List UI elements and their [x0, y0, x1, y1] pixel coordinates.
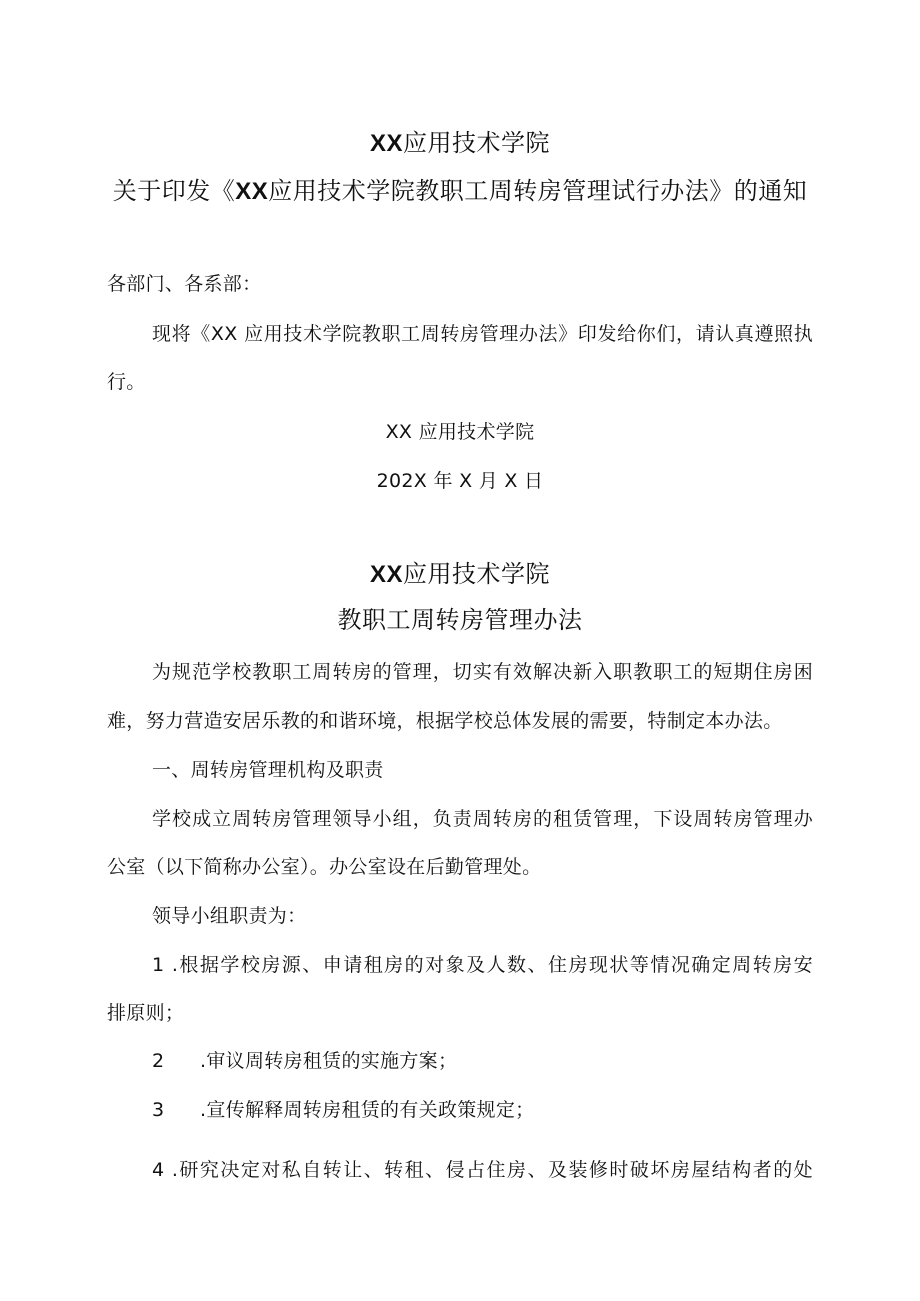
- duty-item-4-number: 4: [152, 1159, 165, 1181]
- notice-title-body: 应用技术学院教职工周转房管理试行办法》的通知: [268, 177, 808, 205]
- duty-item-2: [152, 1047, 457, 1075]
- section1-paragraph-line-2: 公室（以下简称办公室）。办公室设在后勤管理处。: [107, 856, 542, 878]
- duty-item-4: [152, 1156, 813, 1184]
- notice-signature-org: XX 应用技术学院: [385, 421, 535, 443]
- duty-item-3-text: .宣传解释周转房租赁的有关政策规定；: [200, 1099, 535, 1121]
- duty-item-3: [152, 1096, 534, 1124]
- duty-item-3-number: 3: [152, 1099, 165, 1121]
- notice-title-prefix: XX: [235, 178, 269, 205]
- section1-title: 一、周转房管理机构及职责: [152, 759, 384, 781]
- duties-heading: 领导小组职责为：: [152, 905, 307, 927]
- duty-item-1-number: 1: [152, 954, 165, 976]
- duty-item-1-text: .根据学校房源、申请租房的对象及人数、住房现状等情况确定周转房安: [171, 954, 813, 976]
- notice-signature-date: 202X 年 X 月 X 日: [376, 470, 544, 492]
- notice-title: [0, 175, 920, 208]
- notice-org-name: 应用技术学院: [403, 129, 550, 157]
- notice-salutation: 各部门、各系部：: [107, 273, 262, 295]
- section1-paragraph-line-1: 学校成立周转房管理领导小组，负责周转房的租赁管理，下设周转房管理办: [152, 808, 813, 830]
- notice-body-line-1: 现将《XX 应用技术学院教职工周转房管理办法》印发给你们，请认真遵照执: [152, 323, 813, 345]
- duty-item-1-continued: 排原则；: [107, 1002, 185, 1024]
- regulation-intro-line-1: 为规范学校教职工周转房的管理，切实有效解决新入职教职工的短期住房困: [152, 661, 813, 683]
- regulation-org-prefix: XX: [369, 561, 403, 588]
- regulation-org-name: 应用技术学院: [403, 560, 550, 588]
- duty-item-4-text: .研究决定对私自转让、转租、侵占住房、及装修时破坏房屋结构者的处: [171, 1159, 813, 1181]
- duty-item-2-number: 2: [152, 1050, 165, 1072]
- duty-item-2-text: .审议周转房租赁的实施方案；: [200, 1050, 458, 1072]
- regulation-intro-line-2: 难，努力营造安居乐教的和谐环境，根据学校总体发展的需要，特制定本办法。: [107, 710, 783, 732]
- regulation-org-title: [0, 558, 920, 591]
- regulation-title: 教职工周转房管理办法: [337, 606, 583, 634]
- notice-title-pre: 关于印发《: [112, 177, 236, 205]
- duty-item-1: [152, 951, 813, 979]
- notice-body-line-2: 行。: [107, 371, 146, 393]
- notice-org-title: [0, 127, 920, 160]
- notice-org-prefix: XX: [369, 130, 403, 157]
